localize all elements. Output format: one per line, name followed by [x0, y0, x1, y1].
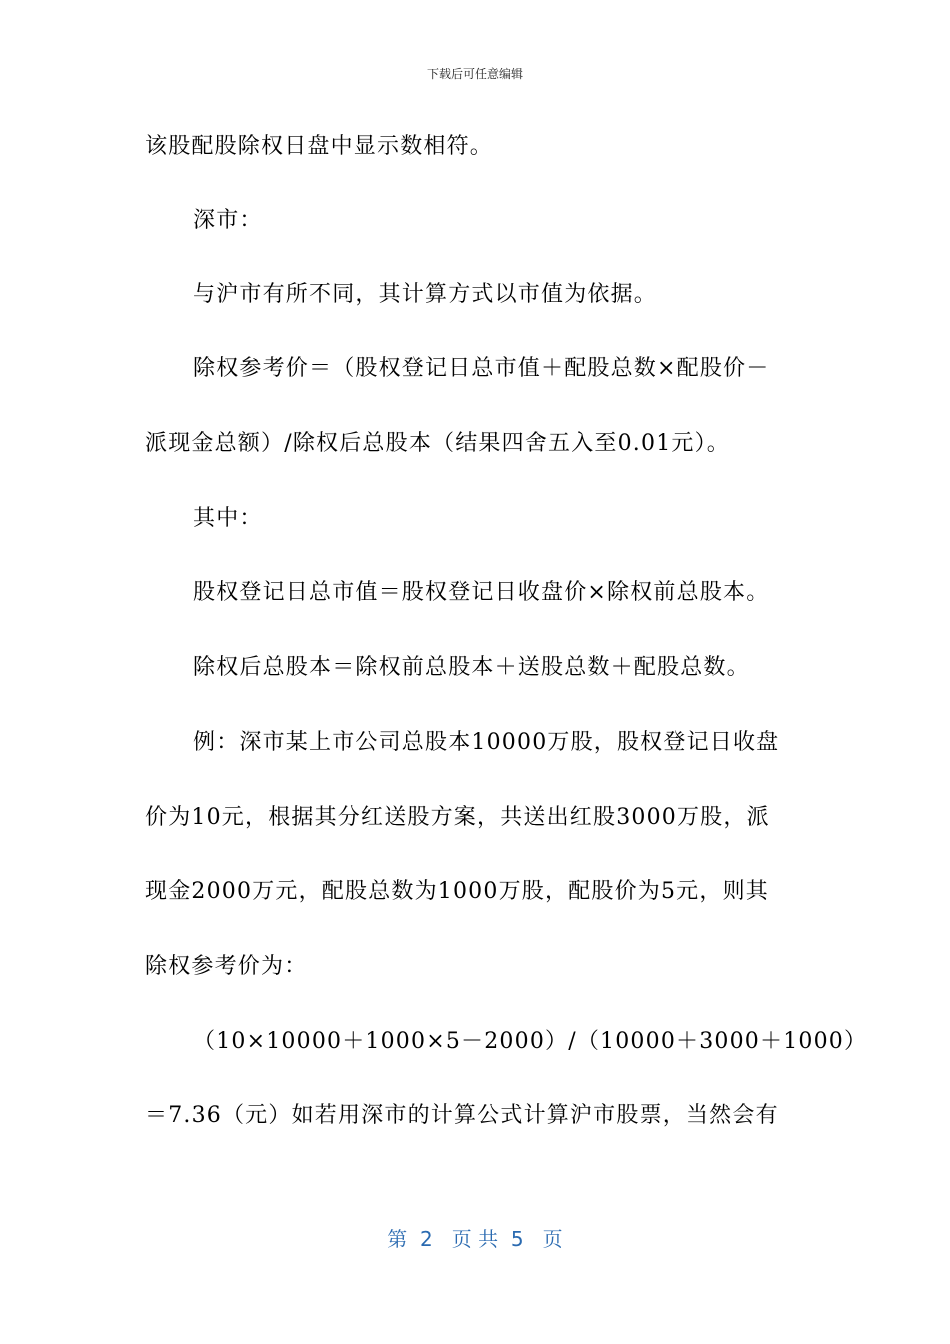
text-line-2: 深市： [193, 208, 263, 233]
text-line-6: 其中： [193, 506, 263, 531]
text-line-1: 该股配股除权日盘中显示数相符。 [145, 134, 494, 159]
text-line-11: 现金2000万元，配股总数为1000万股，配股价为5元，则其 [145, 879, 769, 904]
text-line-14: ＝7.36（元）如若用深市的计算公式计算沪市股票，当然会有 [145, 1103, 779, 1128]
page-number-footer: 第 2 页 共 5 页 [387, 1227, 563, 1251]
text-line-9: 例：深市某上市公司总股本10000万股，股权登记日收盘 [193, 730, 780, 755]
text-line-8: 除权后总股本＝除权前总股本＋送股总数＋配股总数。 [193, 655, 750, 680]
text-line-4: 除权参考价＝（股权登记日总市值＋配股总数×配股价－ [193, 356, 770, 381]
page-header: 下载后可任意编辑 [426, 67, 523, 81]
text-line-10: 价为10元，根据其分红送股方案，共送出红股3000万股，派 [145, 805, 770, 830]
text-line-12: 除权参考价为： [145, 954, 308, 979]
text-line-5: 派现金总额）/除权后总股本（结果四舍五入至0.01元）。 [145, 431, 730, 456]
text-line-7: 股权登记日总市值＝股权登记日收盘价×除权前总股本。 [193, 580, 770, 605]
text-line-3: 与沪市有所不同，其计算方式以市值为依据。 [193, 282, 658, 307]
text-line-13: （10×10000＋1000×5－2000）/（10000＋3000＋1000） [193, 1029, 868, 1054]
